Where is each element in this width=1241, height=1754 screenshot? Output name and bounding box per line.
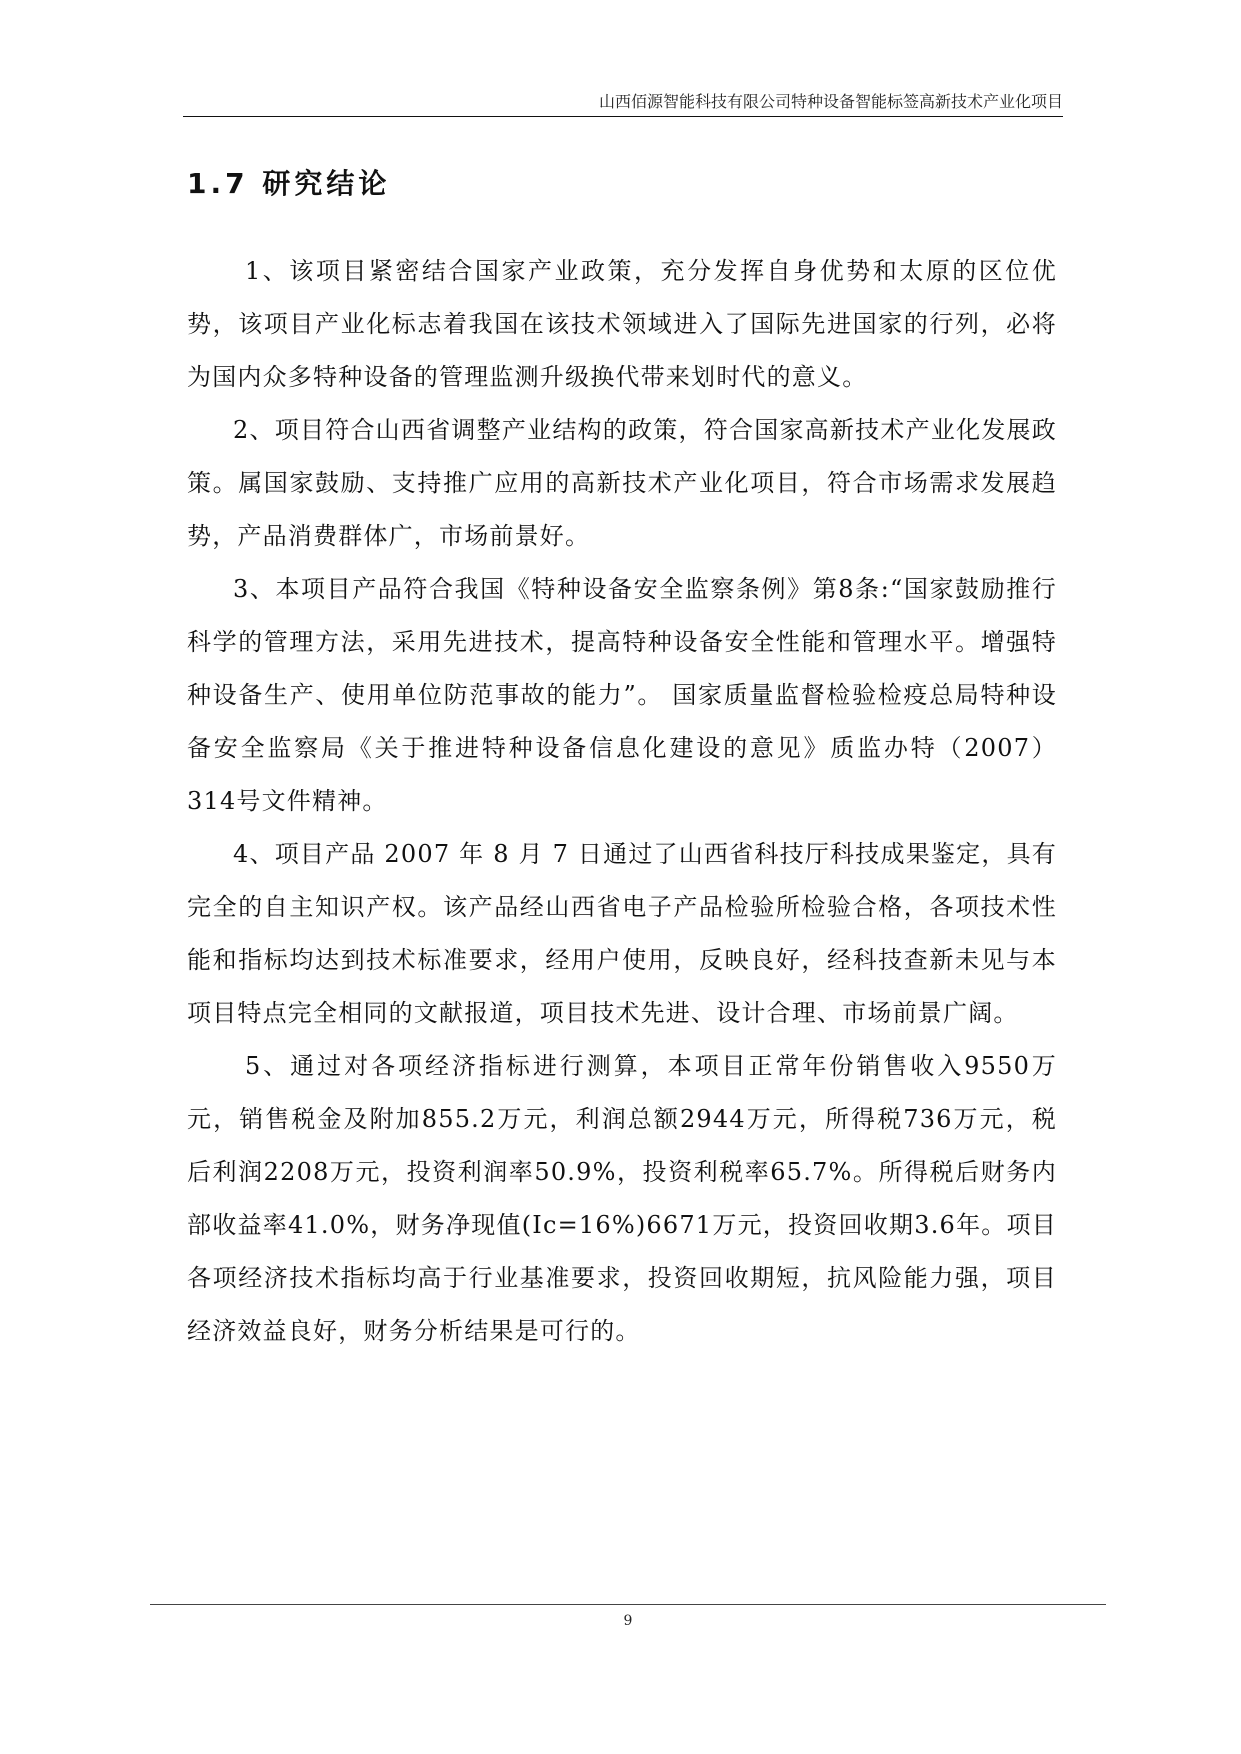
paragraph-5: 5、通过对各项经济指标进行测算，本项目正常年份销售收入9550万元，销售税金及附加855.2万元，利润总额2944万元，所得税736万元，税后利润2208万元，投资利润率50.9%，投资利税率65.7%。所得税后财务内部收益率41.0%，财务净现值(Ic=16%)6671万元，投资回收期3.6年。项目各项经济技术指标均高于行业基准要求，投资回收期短，抗风险能力强，项目经济效益良好，财务分析结果是可行的。 <box>187 1052 1057 1345</box>
page-number: 9 <box>623 1613 633 1629</box>
paragraph-2: 2、项目符合山西省调整产业结构的政策，符合国家高新技术产业化发展政策。属国家鼓励、支持推广应用的高新技术产业化项目，符合市场需求发展趋势，产品消费群体广，市场前景好。 <box>187 416 1057 550</box>
paragraph-1: 1、该项目紧密结合国家产业政策，充分发挥自身优势和太原的区位优势，该项目产业化标志着我国在该技术领域进入了国际先进国家的行列，必将为国内众多特种设备的管理监测升级换代带来划时代的意义。 <box>187 257 1057 391</box>
header-divider <box>183 116 1063 117</box>
footer-divider <box>150 1604 1106 1605</box>
page-header <box>183 88 1063 116</box>
paragraph-4: 4、项目产品 2007 年 8 月 7 日通过了山西省科技厅科技成果鉴定，具有完全的自主知识产权。该产品经山西省电子产品检验所检验合格，各项技术性能和指标均达到技术标准要求，经用户使用，反映良好，经科技查新未见与本项目特点完全相同的文献报道，项目技术先进、设计合理、市场前景广阔。 <box>187 840 1057 1027</box>
section-title: 1.7 研究结论 <box>187 167 391 200</box>
document-body <box>187 245 1057 1358</box>
header-title: 山西佰源智能科技有限公司特种设备智能标签高新技术产业化项目 <box>598 92 1063 111</box>
paragraph-3: 3、本项目产品符合我国《特种设备安全监察条例》第8条:“国家鼓励推行科学的管理方法，采用先进技术，提高特种设备安全性能和管理水平。增强特种设备生产、使用单位防范事故的能力”。 国家质量监督检验检疫总局特种设备安全监察局《关于推进特种设备信息化建设的意见》质监办特（2007）314号文件精神。 <box>187 575 1057 815</box>
